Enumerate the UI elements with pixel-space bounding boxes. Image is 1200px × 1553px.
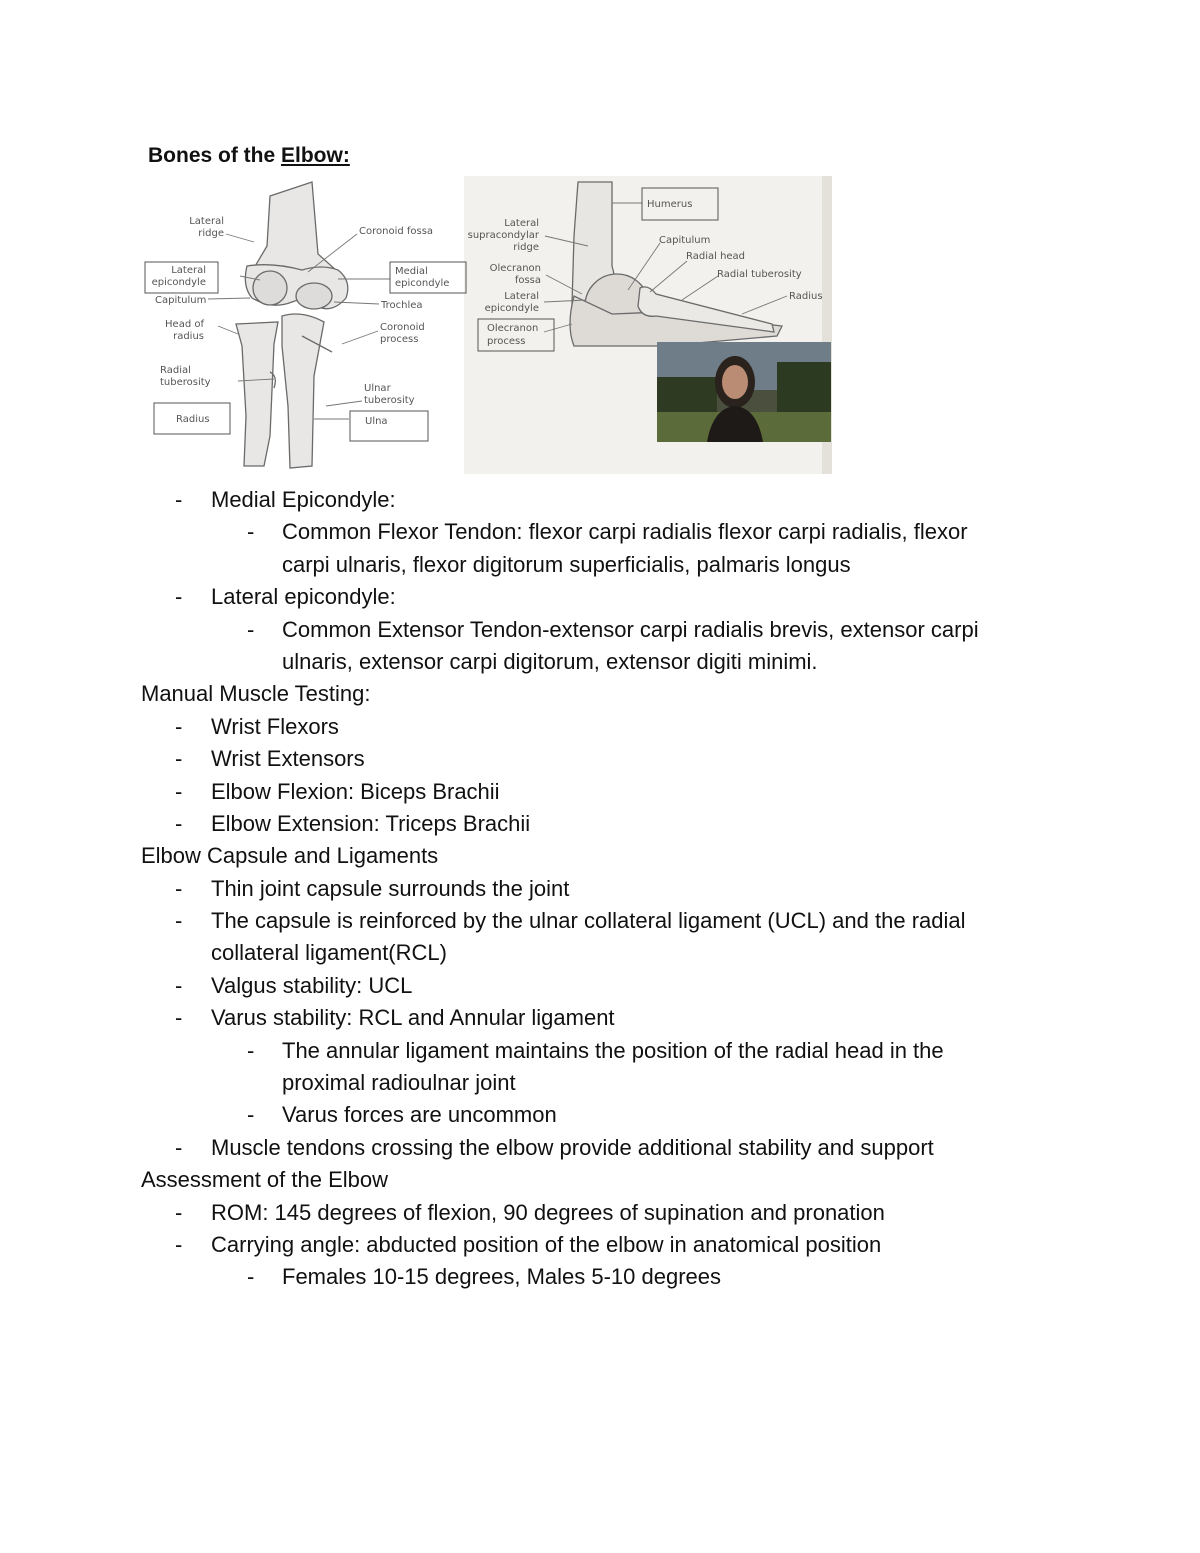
note-text: Females 10-15 degrees, Males 5-10 degrees [282, 1264, 722, 1290]
heading-prefix: Bones of the [148, 144, 282, 167]
bullet-dash: - [175, 1005, 183, 1031]
label-ulna: Ulna [365, 416, 388, 427]
note-text: Lateral epicondyle: [211, 584, 396, 610]
note-line [141, 614, 1061, 646]
bullet-dash: - [247, 519, 255, 545]
note-line [141, 549, 1061, 581]
notes-body [141, 484, 1061, 1294]
note-text: Carrying angle: abducted position of the elbow in anatomical position [211, 1231, 882, 1257]
note-text: Common Extensor Tendon-extensor carpi radialis brevis, extensor carpi [282, 616, 979, 642]
label-olecranon-process-1: Olecranon [487, 323, 539, 334]
webcam-overlay [657, 342, 831, 442]
label-radius: Radius [176, 414, 210, 425]
label-r-lateral-epicondyle-1: Lateral [504, 291, 539, 302]
note-text: Medial Epicondyle: [211, 487, 396, 512]
label-r-radius: Radius [789, 291, 823, 302]
bullet-dash: - [247, 1037, 255, 1063]
note-line [141, 1002, 1061, 1034]
label-olecranon-fossa-1: Olecranon [489, 263, 541, 274]
note-line [141, 970, 1061, 1002]
note-text: Common Flexor Tendon: flexor carpi radialis flexor carpi radialis, flexor [282, 519, 968, 545]
note-line [141, 1132, 1061, 1164]
label-radial-tuberosity-2: tuberosity [160, 377, 211, 388]
label-head-of-radius-1: Head of [165, 319, 204, 330]
label-r-capitulum: Capitulum [659, 235, 711, 246]
note-line [141, 1099, 1061, 1131]
label-head-of-radius-2: radius [173, 331, 204, 342]
note-text: Valgus stability: UCL [211, 972, 413, 998]
note-text: Wrist Flexors [211, 713, 339, 739]
note-line [141, 646, 1061, 678]
label-capitulum: Capitulum [155, 295, 207, 306]
bullet-dash: - [175, 875, 183, 901]
label-medial-epicondyle-1: Medial [395, 266, 428, 277]
note-line [141, 873, 1061, 905]
label-coronoid-process-1: Coronoid [380, 322, 425, 333]
label-lateral-supracondylar-1: Lateral [504, 218, 539, 229]
bullet-dash: - [247, 1102, 255, 1128]
bullet-dash: - [175, 1134, 183, 1160]
note-line [141, 743, 1061, 775]
note-text: ulnaris, extensor carpi digitorum, extensor digiti minimi. [282, 648, 818, 674]
note-text: Manual Muscle Testing: [141, 681, 371, 707]
note-line [141, 1229, 1061, 1261]
bullet-dash: - [247, 616, 255, 642]
person-icon [657, 342, 831, 442]
note-line [141, 678, 1061, 710]
note-line [141, 937, 1061, 969]
label-ulnar-tuberosity-1: Ulnar [364, 383, 391, 394]
label-lateral-supracondylar-3: ridge [513, 242, 539, 253]
bullet-dash: - [175, 487, 183, 512]
note-line [141, 581, 1061, 613]
note-text: Wrist Extensors [211, 746, 365, 772]
note-line [141, 1067, 1061, 1099]
note-text: The annular ligament maintains the position of the radial head in the [282, 1037, 944, 1063]
bullet-dash: - [175, 908, 183, 934]
note-text: Elbow Capsule and Ligaments [141, 843, 439, 869]
label-lateral-supracondylar-2: supracondylar [467, 230, 539, 241]
note-text: Muscle tendons crossing the elbow provide additional stability and support [211, 1134, 934, 1160]
bullet-dash: - [175, 1231, 183, 1257]
label-olecranon-fossa-2: fossa [514, 275, 541, 286]
bullet-dash: - [175, 972, 183, 998]
page-heading [148, 141, 350, 171]
note-text: proximal radioulnar joint [282, 1070, 516, 1096]
label-lateral-ridge-2: ridge [198, 228, 224, 239]
label-r-radial-tuberosity: Radial tuberosity [717, 269, 802, 280]
note-text: collateral ligament(RCL) [211, 940, 447, 966]
note-line [141, 484, 1061, 516]
note-text: Varus stability: RCL and Annular ligament [211, 1005, 615, 1031]
note-line [141, 1164, 1061, 1196]
label-coronoid-fossa: Coronoid fossa [359, 226, 434, 237]
label-r-lateral-epicondyle-2: epicondyle [484, 303, 539, 314]
note-text: carpi ulnaris, flexor digitorum superficialis, palmaris longus [282, 551, 851, 577]
bullet-dash: - [175, 810, 183, 836]
note-line [141, 711, 1061, 743]
label-radial-head: Radial head [686, 251, 746, 262]
label-lateral-epicondyle-2: epicondyle [151, 277, 206, 288]
label-ulnar-tuberosity-2: tuberosity [364, 395, 415, 406]
bullet-dash: - [175, 746, 183, 772]
note-text: Assessment of the Elbow [141, 1167, 389, 1193]
note-line [141, 840, 1061, 872]
label-radial-tuberosity-1: Radial [160, 365, 191, 376]
label-lateral-ridge-1: Lateral [189, 216, 224, 227]
bullet-dash: - [175, 1199, 183, 1225]
label-medial-epicondyle-2: epicondyle [395, 278, 450, 289]
note-line [141, 905, 1061, 937]
note-line [141, 776, 1061, 808]
note-text: ROM: 145 degrees of flexion, 90 degrees of supination and pronation [211, 1199, 885, 1225]
bullet-dash: - [175, 778, 183, 804]
note-text: Varus forces are uncommon [282, 1102, 557, 1128]
heading-underlined: Elbow: [281, 144, 350, 167]
label-coronoid-process-2: process [380, 334, 419, 345]
note-line [141, 808, 1061, 840]
note-line [141, 1197, 1061, 1229]
note-line [141, 1261, 1061, 1293]
note-text: Elbow Extension: Triceps Brachii [211, 810, 531, 836]
bullet-dash: - [247, 1264, 255, 1290]
note-text: Elbow Flexion: Biceps Brachii [211, 778, 500, 804]
note-text: The capsule is reinforced by the ulnar collateral ligament (UCL) and the radial [211, 908, 966, 934]
label-humerus: Humerus [647, 199, 693, 210]
label-trochlea: Trochlea [381, 300, 423, 311]
bullet-dash: - [175, 584, 183, 610]
note-line [141, 1035, 1061, 1067]
note-line [141, 516, 1061, 548]
bullet-dash: - [175, 713, 183, 739]
label-olecranon-process-2: process [487, 336, 526, 347]
note-text: Thin joint capsule surrounds the joint [211, 875, 570, 901]
label-lateral-epicondyle-1: Lateral [171, 265, 206, 276]
